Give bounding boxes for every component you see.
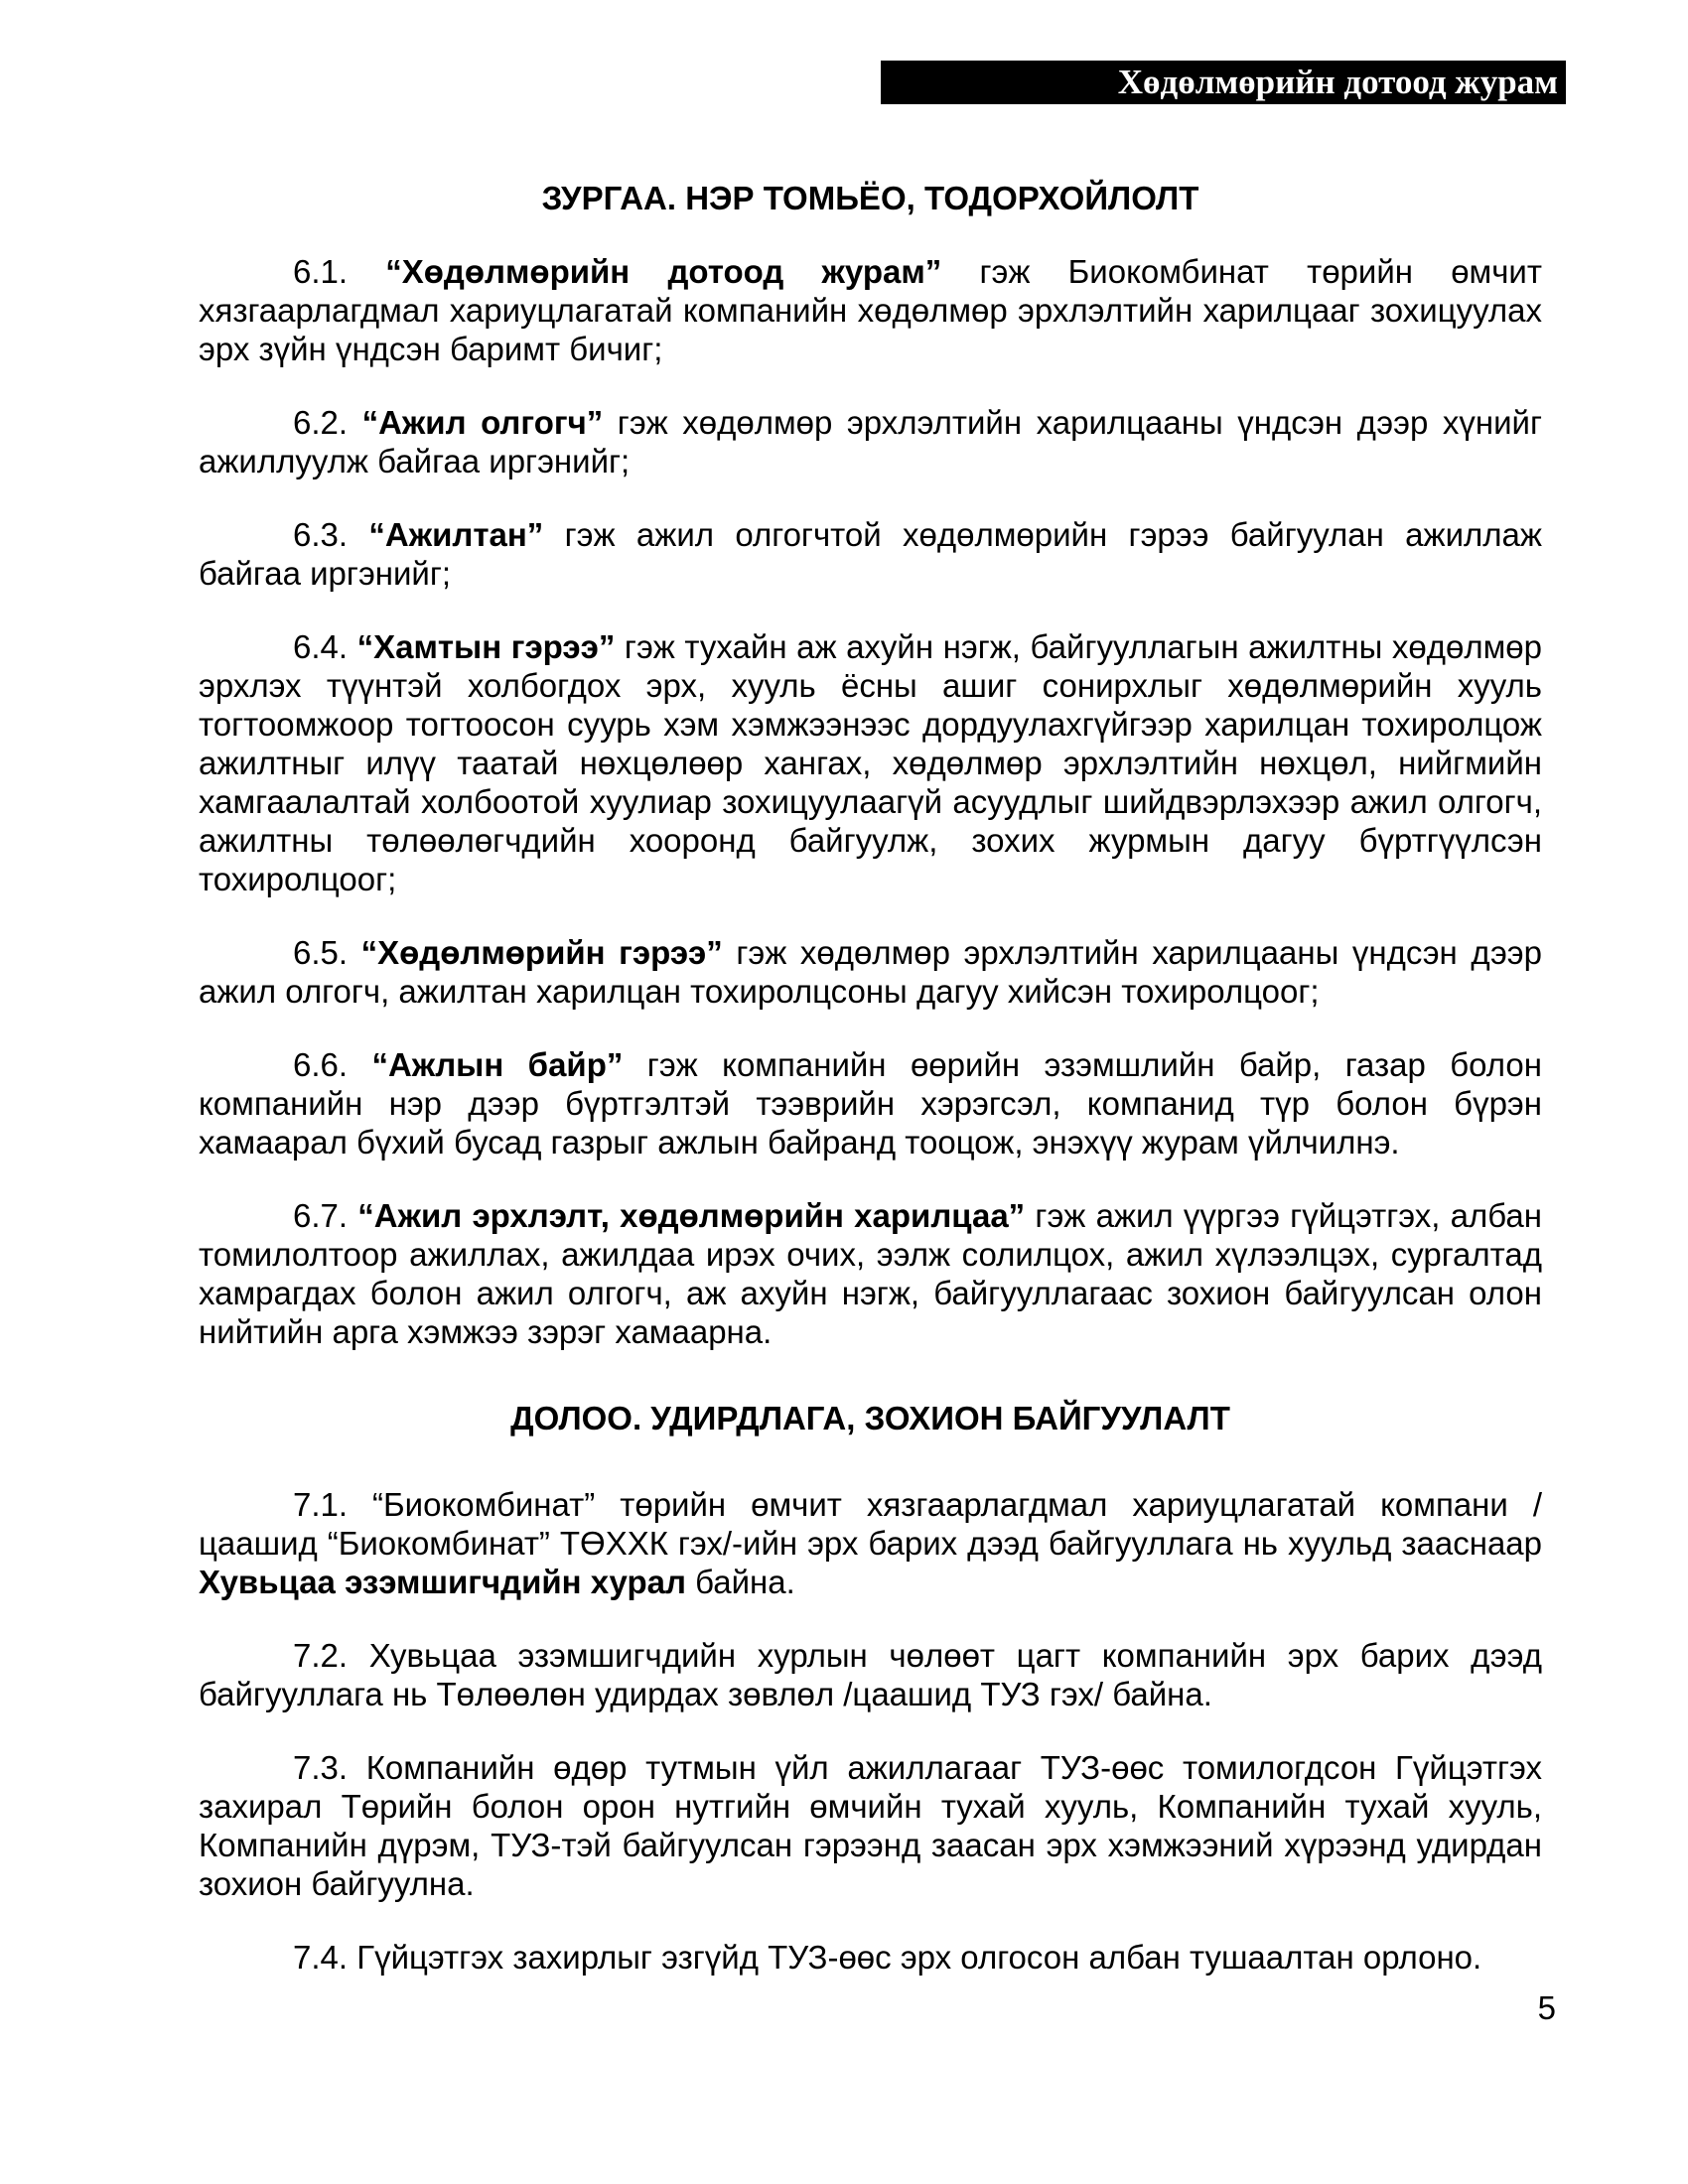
- paragraph-text: гэж тухайн аж ахуйн нэгж, байгууллагын ажилтны хөдөлмөр эрхлэх түүнтэй холбогдох эрх, хууль ёсны ашиг сонирхлыг хөдөлмөрийн хууль тогтоомжоор тогтоосон суурь хэм хэмжээнээс дордуулахгүйгээр харилцан тохиролцож ажилтныг илүү таатай нөхцөлөөр хангах, хөдөлмөр эрхлэлтийн нөхцөл, нийгмийн хамгаалалтай холбоотой хуулиар зохицуулаагүй асуудлыг шийдвэрлэхээр ажил олгогч, ажилтны төлөөлөгчдийн хооронд байгуулж, зохих журмын дагуу бүртгүүлсэн тохиролцоог;: [199, 628, 1543, 897]
- paragraph: [199, 1748, 1542, 1903]
- paragraph-text: 6.5.: [293, 934, 361, 971]
- section-heading: ЗУРГАА. НЭР ТОМЬЁО, ТОДОРХОЙЛОЛТ: [541, 180, 1199, 216]
- paragraph: [199, 403, 1542, 480]
- paragraph: [199, 627, 1542, 898]
- paragraph-text: гэж компанийн өөрийн эзэмшлийн байр, газар болон компанийн нэр дээр бүртгэлтэй тээврийн хэрэгсэл, компанид түр болон бүрэн хамаарал бүхий бусад газрыг ажлын байранд тооцож, энэхүү журам үйлчилнэ.: [199, 1046, 1543, 1160]
- paragraph-term-bold: “Хөдөлмөрийн гэрээ”: [360, 934, 723, 971]
- paragraph: [199, 1938, 1542, 1977]
- paragraph-text: гэж Биокомбинат төрийн өмчит хязгаарлагдмал хариуцлагатай компанийн хөдөлмөр эрхлэлтийн харилцааг зохицуулах эрх зүйн үндсэн баримт бичиг;: [199, 253, 1542, 367]
- paragraph-text: 6.6.: [293, 1046, 372, 1083]
- paragraph: [199, 515, 1542, 593]
- paragraph: [199, 1485, 1542, 1601]
- paragraph-text: 6.2.: [293, 404, 362, 441]
- paragraph-text: гэж ажил олгогчтой хөдөлмөрийн гэрээ байгуулан ажиллаж байгаа иргэнийг;: [199, 516, 1542, 592]
- paragraph: [199, 1196, 1542, 1351]
- paragraph-term-bold: “Ажилтан”: [368, 516, 544, 553]
- paragraph-text: 7.2. Хувьцаа эзэмшигчдийн хурлын чөлөөт цагт компанийн эрх барих дээд байгууллага нь Төлөөлөн удирдах зөвлөл /цаашид ТУЗ гэх/ байна.: [199, 1637, 1542, 1712]
- paragraph-text: 7.3. Компанийн өдөр тутмын үйл ажиллагааг ТУЗ-өөс томилогдсон Гүйцэтгэх захирал Төрийн болон орон нутгийн өмчийн тухай хууль, Компанийн тухай хууль, Компанийн дүрэм, ТУЗ-тэй байгуулсан гэрээнд заасан эрх хэмжээний хүрээнд удирдан зохион байгуулна.: [199, 1749, 1542, 1902]
- paragraph-text: гэж ажил үүргээ гүйцэтгэх, албан томилолтоор ажиллах, ажилдаа ирэх очих, ээлж солилцох, ажил хүлээлцэх, сургалтад хамрагдах болон ажил олгогч, аж ахуйн нэгж, байгууллагаас зохион байгуулсан олон нийтийн арга хэмжээ зэрэг хамаарна.: [199, 1197, 1542, 1350]
- paragraph-text: байна.: [685, 1564, 795, 1600]
- header-banner-text: Хөдөлмөрийн дотоод журам: [1117, 63, 1558, 101]
- page-number: 5: [1537, 1989, 1556, 2026]
- paragraph-text: 6.4.: [293, 628, 357, 665]
- paragraph: [199, 933, 1542, 1011]
- paragraph: [199, 252, 1542, 368]
- paragraph-text: 6.1.: [293, 253, 386, 290]
- paragraph-term-bold: “Хамтын гэрээ”: [356, 628, 616, 665]
- paragraph-term-bold: Хувьцаа эзэмшигчдийн хурал: [199, 1564, 686, 1600]
- paragraph-term-bold: “Ажил олгогч”: [361, 404, 604, 441]
- document-body: [199, 179, 1542, 2011]
- header-banner: [881, 61, 1566, 104]
- paragraph-term-bold: “Ажлын байр”: [371, 1046, 624, 1083]
- paragraph-text: 6.7.: [293, 1197, 358, 1234]
- paragraph-term-bold: “Ажил эрхлэлт, хөдөлмөрийн харилцаа”: [357, 1197, 1026, 1234]
- paragraph-term-bold: “Хөдөлмөрийн дотоод журам”: [385, 253, 942, 290]
- paragraph: [199, 1636, 1542, 1713]
- paragraph-text: 7.1. “Биокомбинат” төрийн өмчит хязгаарлагдмал хариуцлагатай компани /цаашид “Биокомбинат” ТӨХХК гэх/-ийн эрх барих дээд байгууллага нь хуульд зааснаар: [199, 1486, 1542, 1562]
- paragraph-text: 7.4. Гүйцэтгэх захирлыг эзгүйд ТУЗ-өөс эрх олгосон албан тушаалтан орлоно.: [293, 1939, 1482, 1976]
- section-heading: ДОЛОО. УДИРДЛАГА, ЗОХИОН БАЙГУУЛАЛТ: [510, 1400, 1230, 1436]
- paragraph-text: гэж хөдөлмөр эрхлэлтийн харилцааны үндсэн дээр хүнийг ажиллуулж байгаа иргэнийг;: [199, 404, 1542, 479]
- paragraph-text: гэж хөдөлмөр эрхлэлтийн харилцааны үндсэн дээр ажил олгогч, ажилтан харилцан тохиролцсоны дагуу хийсэн тохиролцоог;: [199, 934, 1542, 1010]
- paragraph-text: 6.3.: [293, 516, 369, 553]
- paragraph: [199, 1045, 1542, 1161]
